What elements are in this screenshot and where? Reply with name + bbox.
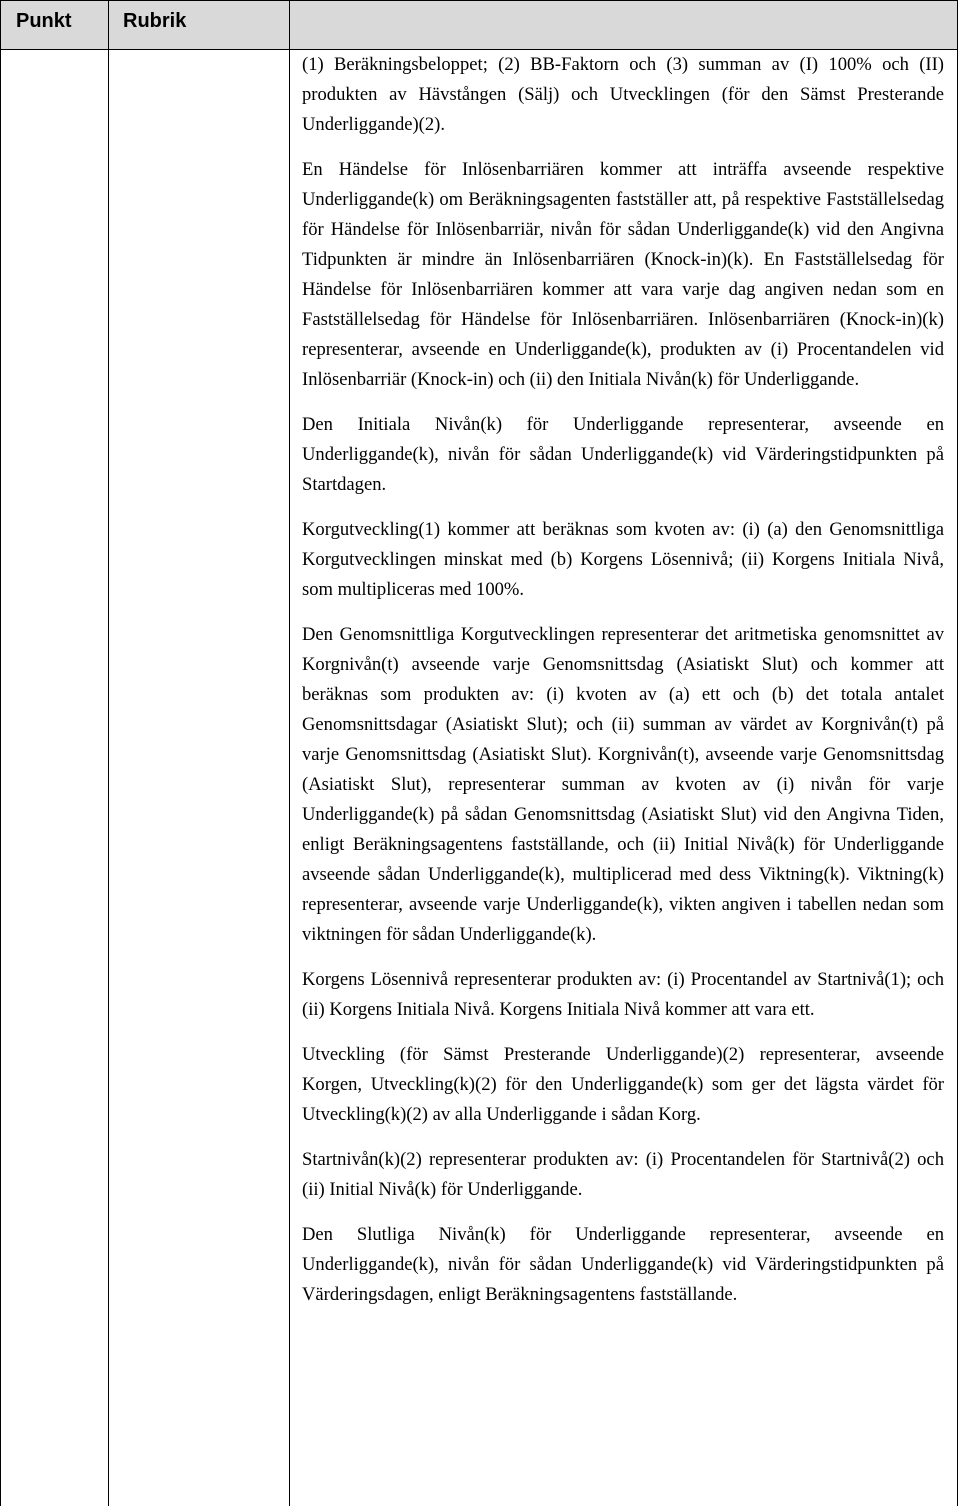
paragraph-strike-level: Startnivån(k)(2) representerar produkten av: (i) Procentandelen för Startnivå(2) och (ii) Initial Nivå(k) för Underliggande. <box>302 1149 944 1200</box>
paragraph-worst-performance: Utveckling (för Sämst Presterande Underliggande)(2) representerar, avseende Korgen, Utveckling(k)(2) för den Underliggande(k) som ger det lägsta värdet för Utveckling(k)(2) av alla Underliggande i sådan Korg. <box>302 1044 944 1125</box>
paragraph-basket-strike-level: Korgens Lösennivå representerar produkten av: (i) Procentandel av Startnivå(1); och (ii) Korgens Initiala Nivå. Korgens Initiala Nivå kommer att vara ett. <box>302 969 944 1020</box>
header-rubrik: Rubrik <box>123 10 187 32</box>
paragraph-initial-level: Den Initiala Nivån(k) för Underliggande representerar, avseende en Underliggande(k), nivån för sådan Underliggande(k) vid Värderingstidpunkten på Startdagen. <box>302 414 944 495</box>
column-divider-punkt <box>108 0 109 1506</box>
paragraph-final-level: Den Slutliga Nivån(k) för Underliggande representerar, avseende en Underliggande(k), nivån för sådan Underliggande(k) vid Värderingstidpunkten på Värderingsdagen, enligt Beräkningsagentens fastställande. <box>302 1224 944 1305</box>
table-header-row <box>1 0 957 50</box>
column-divider-rubrik <box>289 0 290 1506</box>
paragraph-average-basket-performance: Den Genomsnittliga Korgutvecklingen representerar det aritmetiska genomsnittet av Korgnivån(t) avseende varje Genomsnittsdag (Asiatiskt Slut) och kommer att beräknas som produkten av: (i) kvoten av (a) ett och (b) det totala antalet Genomsnittsdagar (Asiatiskt Slut); och (ii) summan av värdet av Korgnivån(t) på varje Genomsnittsdag (Asiatiskt Slut). Korgnivån(t), avseende varje Genomsnittsdag (Asiatiskt Slut), representerar summan av kvoten av (i) nivån för varje Underliggande(k) på sådan Genomsnittsdag (Asiatiskt Slut) vid den Angivna Tiden, enligt Beräkningsagentens fastställande, och (ii) Initial Nivå(k) för Underliggande avseende sådan Underliggande(k), multiplicerad med dess Viktning(k). Viktning(k) representerar, avseende varje Underliggande(k), vikten angiven i tabellen nedan som viktningen för sådan Underliggande(k). <box>302 624 944 945</box>
paragraph-knock-in-event: En Händelse för Inlösenbarriären kommer att inträffa avseende respektive Underliggande(k) om Beräkningsagenten fastställer att, på respektive Fastställelsedag för Händelse för Inlösenbarriär, nivån för sådan Underliggande(k) vid den Angivna Tidpunkten är mindre än Inlösenbarriären (Knock-in)(k). En Fastställelsedag för Händelse för Inlösenbarriären kommer att vara varje dag angiven nedan som en Fastställelsedag för Händelse för Inlösenbarriären. Inlösenbarriären (Knock-in)(k) representerar, avseende en Underliggande(k), produkten av (i) Procentandelen vid Inlösenbarriär (Knock-in) och (ii) den Initiala Nivån(k) för Underliggande. <box>302 159 944 390</box>
paragraph-basket-performance: Korgutveckling(1) kommer att beräknas som kvoten av: (i) (a) den Genomsnittliga Korgutvecklingen minskat med (b) Korgens Lösennivå; (ii) Korgens Initiala Nivå, som multipliceras med 100%. <box>302 519 944 600</box>
definition-text-cell <box>302 50 944 1310</box>
header-punkt: Punkt <box>16 10 72 32</box>
paragraph-calculation-amount: (1) Beräkningsbeloppet; (2) BB-Faktorn och (3) summan av (I) 100% och (II) produkten av Hävstången (Sälj) och Utvecklingen (för den Sämst Presterande Underliggande)(2). <box>302 54 944 135</box>
